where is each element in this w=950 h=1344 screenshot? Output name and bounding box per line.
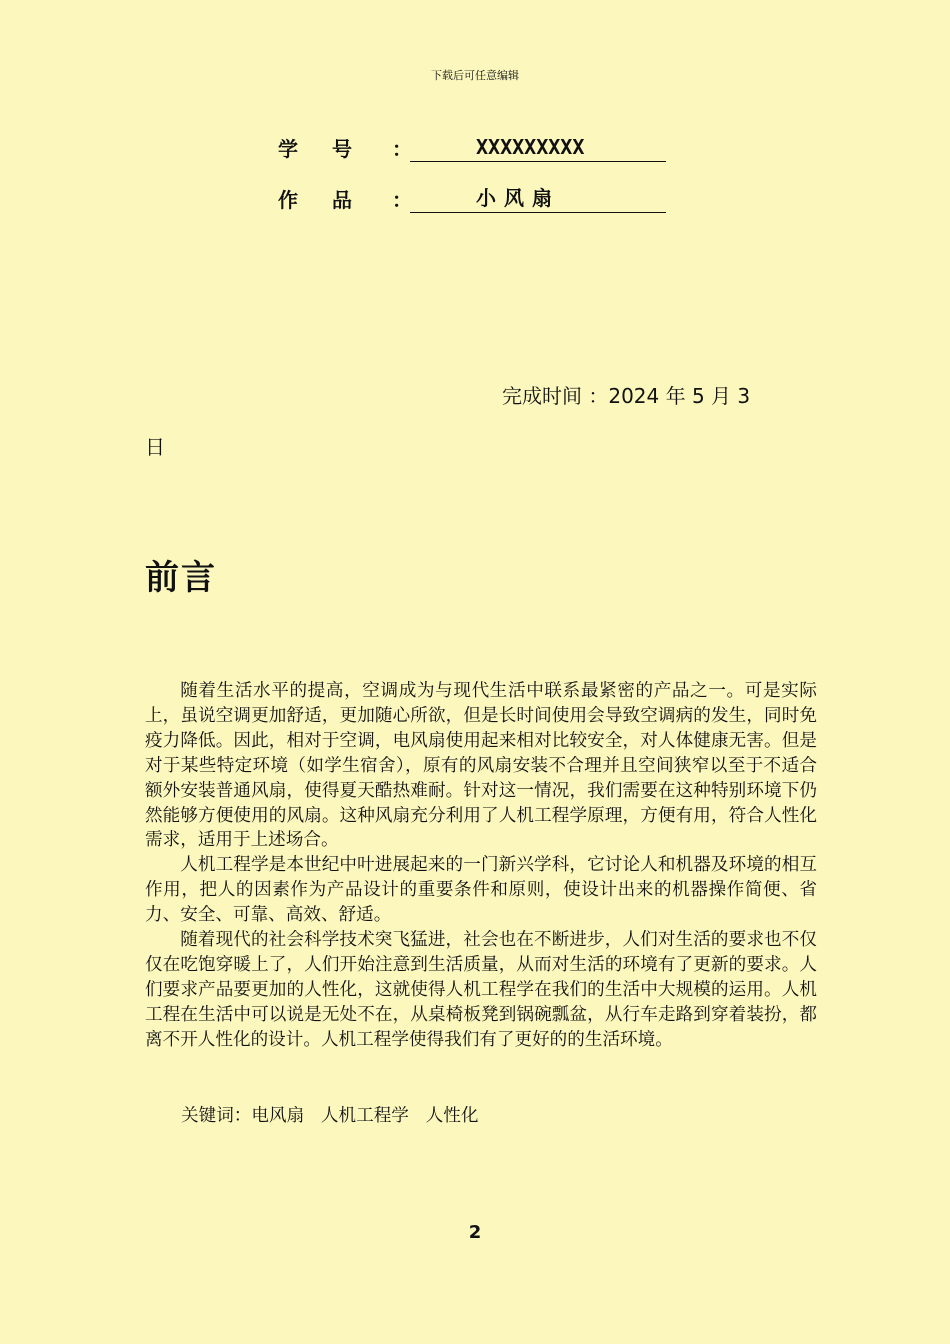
completion-day: 日 — [145, 435, 165, 459]
work-row — [278, 179, 666, 213]
student-id-row — [278, 128, 666, 162]
student-id-label: 学号 — [278, 137, 386, 161]
work-value: 小风扇 — [476, 186, 560, 210]
work-label: 作品 — [278, 188, 386, 212]
preface-paragraph-1: 随着生活水平的提高，空调成为与现代生活中联系最紧密的产品之一。可是实际上，虽说空调更加舒适，更加随心所欲，但是长时间使用会导致空调病的发生，同时免疫力降低。因此，相对于空调，电风扇使用起来相对比较安全，对人体健康无害。但是对于某些特定环境（如学生宿舍），原有的风扇安装不合理并且空间狭窄以至于不适合额外安装普通风扇，使得夏天酷热难耐。针对这一情况，我们需要在这种特别环境下仍然能够方便使用的风扇。这种风扇充分利用了人机工程学原理，方便有用，符合人性化需求，适用于上述场合。 — [145, 681, 817, 851]
completion-date: 完成时间 ：2024 年 5 月 3 — [502, 384, 751, 408]
work-colon: ： — [392, 188, 412, 212]
student-id-field — [410, 133, 666, 162]
preface-paragraph-3: 随着现代的社会科学技术突飞猛进，社会也在不断进步，人们对生活的要求也不仅仅在吃饱穿暖上了，人们开始注意到生活质量，从而对生活的环境有了更新的要求。人们要求产品要更加的人性化，这就使得人机工程学在我们的生活中大规模的运用。人机工程在生活中可以说是无处不在，从桌椅板凳到锅碗瓢盆，从行车走路到穿着装扮，都离不开人性化的设计。人机工程学使得我们有了更好的的生活环境。 — [145, 930, 817, 1050]
preface-paragraph-2: 人机工程学是本世纪中叶进展起来的一门新兴学科，它讨论人和机器及环境的相互作用，把人的因素作为产品设计的重要条件和原则，使设计出来的机器操作简便、省力、安全、可靠、高效、舒适。 — [145, 855, 817, 926]
page-number: 2 — [468, 1222, 482, 1243]
student-id-colon: ： — [392, 137, 412, 161]
work-field — [410, 184, 666, 213]
preface-title: 前言 — [145, 558, 217, 598]
keywords-line: 关键词：电风扇 人机工程学 人性化 — [181, 1106, 479, 1126]
preface-body — [145, 679, 817, 1053]
student-id-value: XXXXXXXXX — [476, 135, 585, 159]
page-header-note: 下载后可任意编辑 — [431, 69, 519, 82]
